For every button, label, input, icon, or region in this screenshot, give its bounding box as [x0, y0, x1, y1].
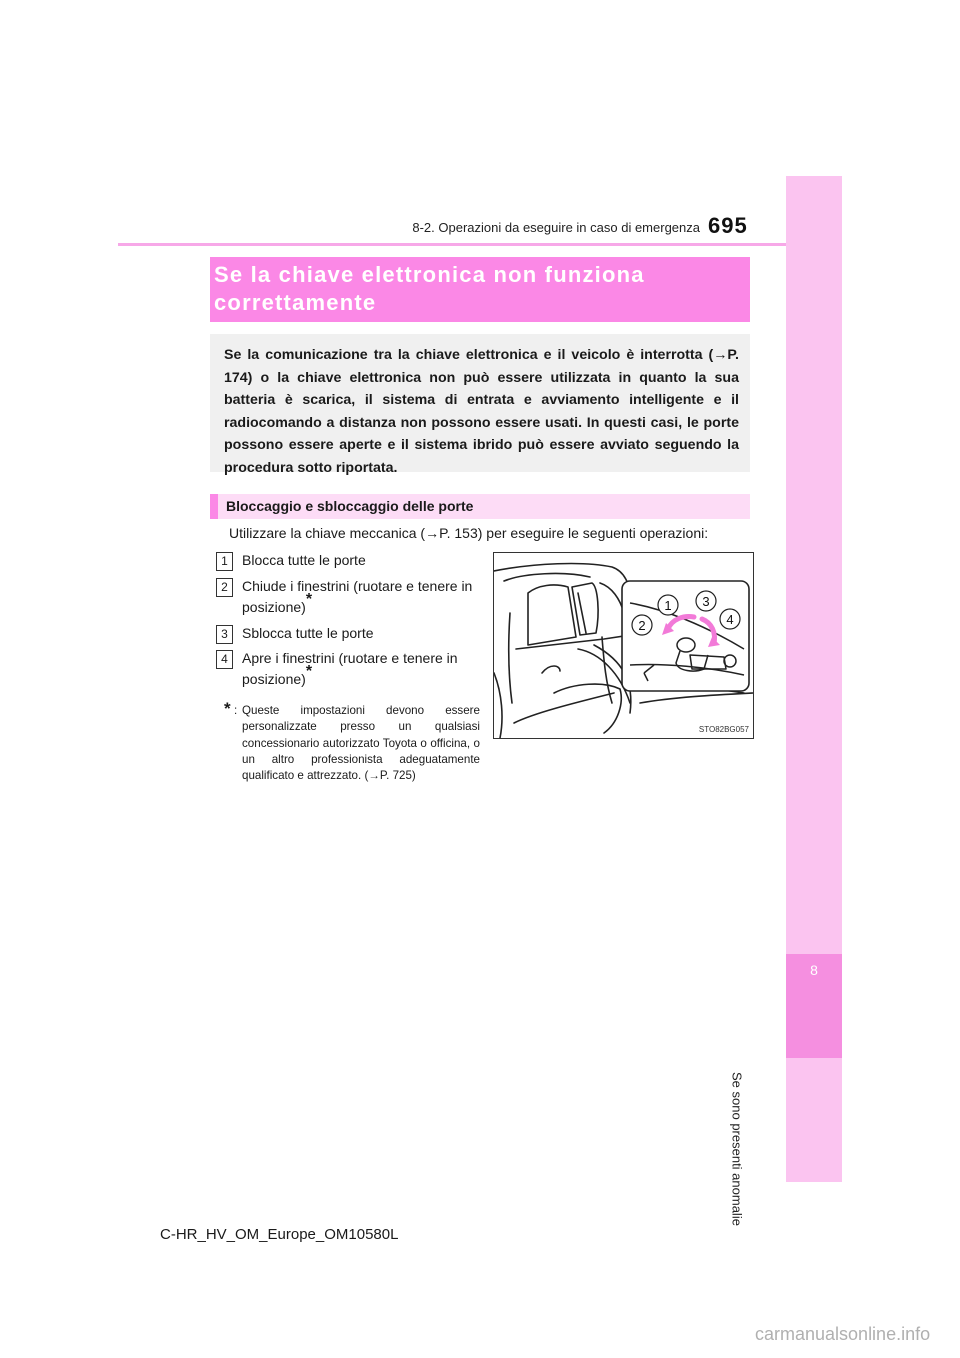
step-text: Apre i finestrini (ruotare e tenere in posizione) — [242, 650, 458, 687]
lead-text: Utilizzare la chiave meccanica (→P. 153) per eseguire le seguenti operazioni: — [229, 525, 709, 541]
section-title-line-2: correttamente — [214, 290, 377, 315]
intro-box — [210, 334, 750, 476]
step-item — [216, 648, 486, 690]
intro-text: Se la comunicazione tra la chiave elettronica e il veicolo è interrotta (→P. 174) o la chiave elettronica non può essere utilizzata in quanto la sua batteria è scarica, il sistema di entrata e avviamento intelligente e il radiocomando a distanza non possono essere usati. In questi casi, le porte possono essere aperte e il sistema ibrido può essere avviato seguendo la procedura sotto riportata. — [224, 347, 739, 476]
callout-2: 2 — [638, 618, 646, 633]
callout-1: 1 — [664, 598, 672, 613]
detail-inset — [622, 581, 749, 691]
footer-document-id: C-HR_HV_OM_Europe_OM10580L — [160, 1226, 399, 1243]
callout-4: 4 — [726, 612, 734, 627]
watermark: carmanualsonline.info — [755, 1324, 931, 1344]
step-number-badge: 2 — [216, 578, 233, 597]
header-rule — [118, 243, 786, 246]
car-door-key-figure — [493, 552, 754, 739]
header-section-title: 8-2. Operazioni da eseguire in caso di emergenza — [412, 220, 700, 235]
step-number-badge: 4 — [216, 650, 233, 669]
chapter-number: 8 — [810, 962, 818, 978]
footnote — [224, 699, 480, 784]
subsection-accent-bar — [210, 494, 218, 519]
page-number: 695 — [708, 213, 748, 238]
figure-code: STO82BG057 — [698, 725, 749, 734]
chapter-number-tab — [786, 954, 842, 1058]
subsection-band — [210, 494, 750, 519]
step-text: Sblocca tutte le porte — [242, 625, 374, 641]
car-door-illustration — [494, 553, 753, 738]
step-text: Blocca tutte le porte — [242, 552, 366, 568]
chapter-title-vertical — [729, 1072, 824, 1312]
step-item — [216, 623, 486, 644]
step-text: Chiude i finestrini (ruotare e tenere in posizione) — [242, 578, 473, 615]
section-title-line-1: Se la chiave elettronica non funziona — [214, 262, 645, 287]
footnote-star: * — [224, 699, 231, 718]
section-title-band — [210, 257, 750, 322]
callout-3: 3 — [702, 594, 710, 609]
footnote-text: Queste impostazioni devono essere personalizzate presso un qualsiasi concessionario autorizzato Toyota o officina, o un altro professionista adeguatamente qualificato e attrezzato. (→P. 725) — [242, 704, 480, 783]
step-star: * — [305, 591, 313, 608]
step-number-badge: 3 — [216, 625, 233, 644]
step-star: * — [305, 663, 313, 680]
step-number-badge: 1 — [216, 552, 233, 571]
footnote-colon: : — [234, 704, 238, 717]
subsection-title: Bloccaggio e sbloccaggio delle porte — [226, 498, 474, 514]
step-item — [216, 550, 486, 571]
step-item — [216, 576, 486, 618]
chapter-title: Se sono presenti anomalie — [729, 1072, 745, 1226]
